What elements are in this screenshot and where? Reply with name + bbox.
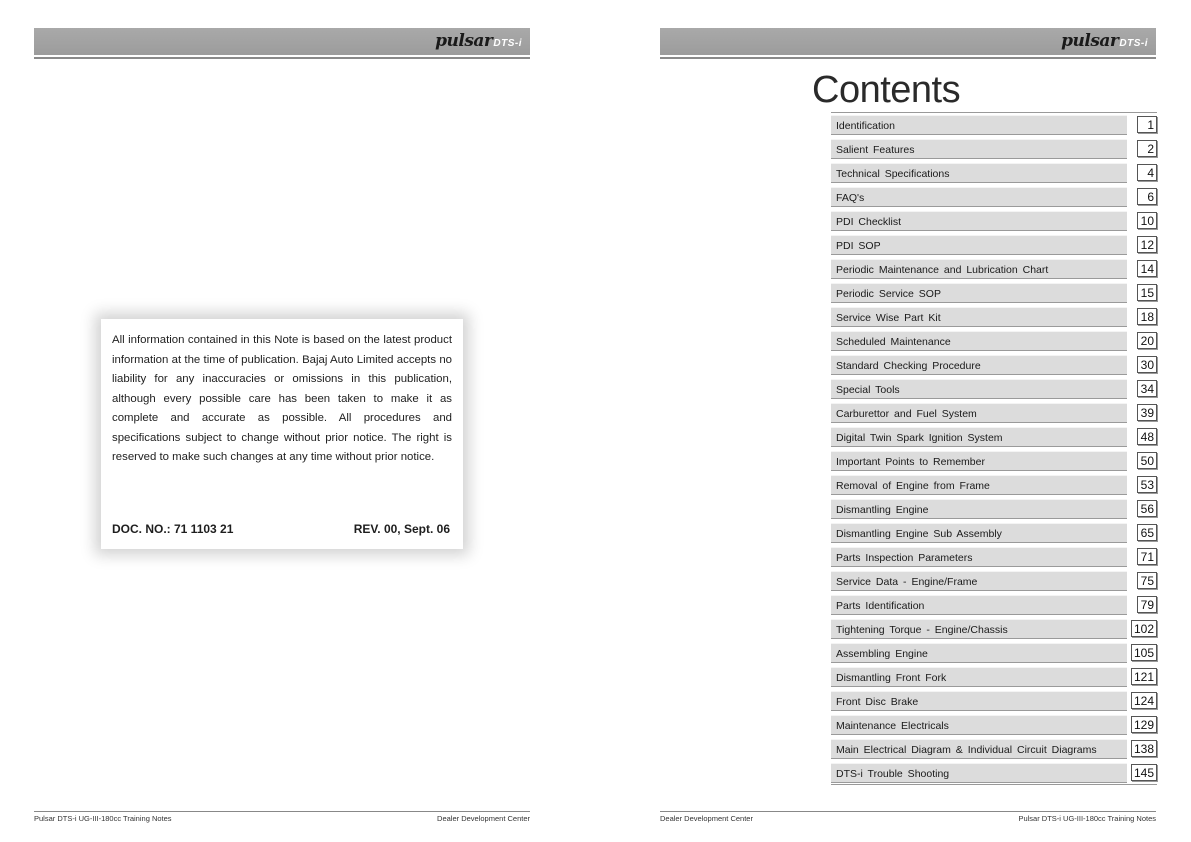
toc-entry-label: Maintenance Electricals xyxy=(831,715,1127,735)
toc-entry-page-number: 18 xyxy=(1137,308,1157,325)
toc-entry-page-number: 30 xyxy=(1137,356,1157,373)
toc-entry[interactable] xyxy=(831,305,1157,329)
toc-entry-label: Main Electrical Diagram & Individual Circuit Diagrams xyxy=(831,739,1127,759)
toc-entry-label: PDI Checklist xyxy=(831,211,1127,231)
brand-suffix: DTS-i xyxy=(1119,38,1148,49)
toc-entry-label: Technical Specifications xyxy=(831,163,1127,183)
toc-entry[interactable] xyxy=(831,113,1157,137)
toc-entry-label: Service Wise Part Kit xyxy=(831,307,1127,327)
toc-entry-page-number: 50 xyxy=(1137,452,1157,469)
toc-entry-page-number: 79 xyxy=(1137,596,1157,613)
pulsar-logo xyxy=(1061,31,1148,51)
toc-entry[interactable] xyxy=(831,689,1157,713)
page-header-bar xyxy=(34,28,530,57)
toc-entry[interactable] xyxy=(831,449,1157,473)
toc-entry-page-number: 2 xyxy=(1137,140,1157,157)
toc-entry-page-number: 121 xyxy=(1131,668,1157,685)
toc-entry[interactable] xyxy=(831,617,1157,641)
footer-right-text: Dealer Development Center xyxy=(437,814,530,823)
toc-entry-label: Dismantling Engine xyxy=(831,499,1127,519)
revision-label: REV. 00, Sept. 06 xyxy=(353,522,450,536)
toc-entry-page-number: 34 xyxy=(1137,380,1157,397)
toc-entry[interactable] xyxy=(831,353,1157,377)
toc-entry-label: Removal of Engine from Frame xyxy=(831,475,1127,495)
toc-entry[interactable] xyxy=(831,521,1157,545)
toc-entry[interactable] xyxy=(831,473,1157,497)
toc-entry-page-number: 124 xyxy=(1131,692,1157,709)
toc-entry-page-number: 20 xyxy=(1137,332,1157,349)
brand-suffix: DTS-i xyxy=(493,38,522,49)
toc-entry[interactable] xyxy=(831,257,1157,281)
contents-title: Contents xyxy=(812,69,961,111)
toc-entry[interactable] xyxy=(831,593,1157,617)
toc-entry-label: Digital Twin Spark Ignition System xyxy=(831,427,1127,447)
toc-entry-label: Service Data - Engine/Frame xyxy=(831,571,1127,591)
disclaimer-text: All information contained in this Note is based on the latest product information at the time of publication. Bajaj Auto Limited accepts no liability for any inaccuracies or omissions in this publication, although every possible care has been taken to make it as complete and accurate as possible. All procedures and specifications subject to change without prior notice. The right is reserved to make such changes at any time without prior notice. xyxy=(112,334,452,463)
toc-entry[interactable] xyxy=(831,665,1157,689)
toc-entry-page-number: 12 xyxy=(1137,236,1157,253)
toc-entry-page-number: 75 xyxy=(1137,572,1157,589)
toc-entry[interactable] xyxy=(831,185,1157,209)
toc-entry-label: Dismantling Front Fork xyxy=(831,667,1127,687)
toc-entry-page-number: 53 xyxy=(1137,476,1157,493)
toc-entry-page-number: 102 xyxy=(1131,620,1157,637)
toc-entry[interactable] xyxy=(831,737,1157,761)
toc-entry-page-number: 129 xyxy=(1131,716,1157,733)
footer-left-text: Pulsar DTS-i UG-III-180cc Training Notes xyxy=(34,814,172,823)
toc-entry-label: Parts Identification xyxy=(831,595,1127,615)
toc-entry-label: Carburettor and Fuel System xyxy=(831,403,1127,423)
toc-entry-label: Periodic Maintenance and Lubrication Chart xyxy=(831,259,1127,279)
toc-entry[interactable] xyxy=(831,425,1157,449)
toc-entry-page-number: 14 xyxy=(1137,260,1157,277)
toc-entry-label: Identification xyxy=(831,115,1127,135)
toc-entry-label: DTS-i Trouble Shooting xyxy=(831,763,1127,783)
toc-entry-page-number: 138 xyxy=(1131,740,1157,757)
toc-entry-page-number: 4 xyxy=(1137,164,1157,181)
toc-entry[interactable] xyxy=(831,233,1157,257)
toc-entry-page-number: 145 xyxy=(1131,764,1157,781)
toc-entry-label: Periodic Service SOP xyxy=(831,283,1127,303)
toc-entry[interactable] xyxy=(831,641,1157,665)
toc-entry-label: Salient Features xyxy=(831,139,1127,159)
toc-entry-page-number: 48 xyxy=(1137,428,1157,445)
toc-entry[interactable] xyxy=(831,569,1157,593)
toc-entry-page-number: 1 xyxy=(1137,116,1157,133)
pulsar-logo xyxy=(435,31,522,51)
toc-entry-page-number: 65 xyxy=(1137,524,1157,541)
toc-entry-label: Standard Checking Procedure xyxy=(831,355,1127,375)
toc-entry-page-number: 39 xyxy=(1137,404,1157,421)
toc-entry-page-number: 71 xyxy=(1137,548,1157,565)
toc-entry-label: Tightening Torque - Engine/Chassis xyxy=(831,619,1127,639)
toc-entry-label: Front Disc Brake xyxy=(831,691,1127,711)
toc-entry[interactable] xyxy=(831,401,1157,425)
document-number: DOC. NO.: 71 1103 21 xyxy=(112,522,234,536)
disclaimer-notice xyxy=(101,319,463,549)
toc-entry-page-number: 10 xyxy=(1137,212,1157,229)
toc-entry-label: FAQ's xyxy=(831,187,1127,207)
toc-entry-label: Scheduled Maintenance xyxy=(831,331,1127,351)
left-page xyxy=(0,0,595,842)
brand-name: pulsar xyxy=(1061,31,1119,51)
toc-entry[interactable] xyxy=(831,497,1157,521)
toc-entry[interactable] xyxy=(831,545,1157,569)
toc-entry[interactable] xyxy=(831,713,1157,737)
brand-name: pulsar xyxy=(435,31,493,51)
footer-right-text: Pulsar DTS-i UG-III-180cc Training Notes xyxy=(1018,814,1156,823)
toc-entry[interactable] xyxy=(831,137,1157,161)
footer-divider xyxy=(660,811,1156,812)
toc-entry[interactable] xyxy=(831,281,1157,305)
page-header-bar xyxy=(660,28,1156,57)
toc-entry[interactable] xyxy=(831,209,1157,233)
toc-bottom-divider xyxy=(831,784,1157,785)
toc-entry-label: PDI SOP xyxy=(831,235,1127,255)
toc-entry-label: Special Tools xyxy=(831,379,1127,399)
toc-entry-label: Dismantling Engine Sub Assembly xyxy=(831,523,1127,543)
toc-entry[interactable] xyxy=(831,161,1157,185)
footer-divider xyxy=(34,811,530,812)
toc-entry-page-number: 6 xyxy=(1137,188,1157,205)
footer-left-text: Dealer Development Center xyxy=(660,814,753,823)
toc-entry[interactable] xyxy=(831,377,1157,401)
toc-entry[interactable] xyxy=(831,329,1157,353)
toc-entry[interactable] xyxy=(831,761,1157,785)
toc-entry-label: Parts Inspection Parameters xyxy=(831,547,1127,567)
right-page xyxy=(596,0,1191,842)
toc-entry-label: Assembling Engine xyxy=(831,643,1127,663)
toc-entry-page-number: 15 xyxy=(1137,284,1157,301)
table-of-contents xyxy=(831,113,1157,785)
toc-entry-page-number: 56 xyxy=(1137,500,1157,517)
toc-entry-page-number: 105 xyxy=(1131,644,1157,661)
toc-entry-label: Important Points to Remember xyxy=(831,451,1127,471)
